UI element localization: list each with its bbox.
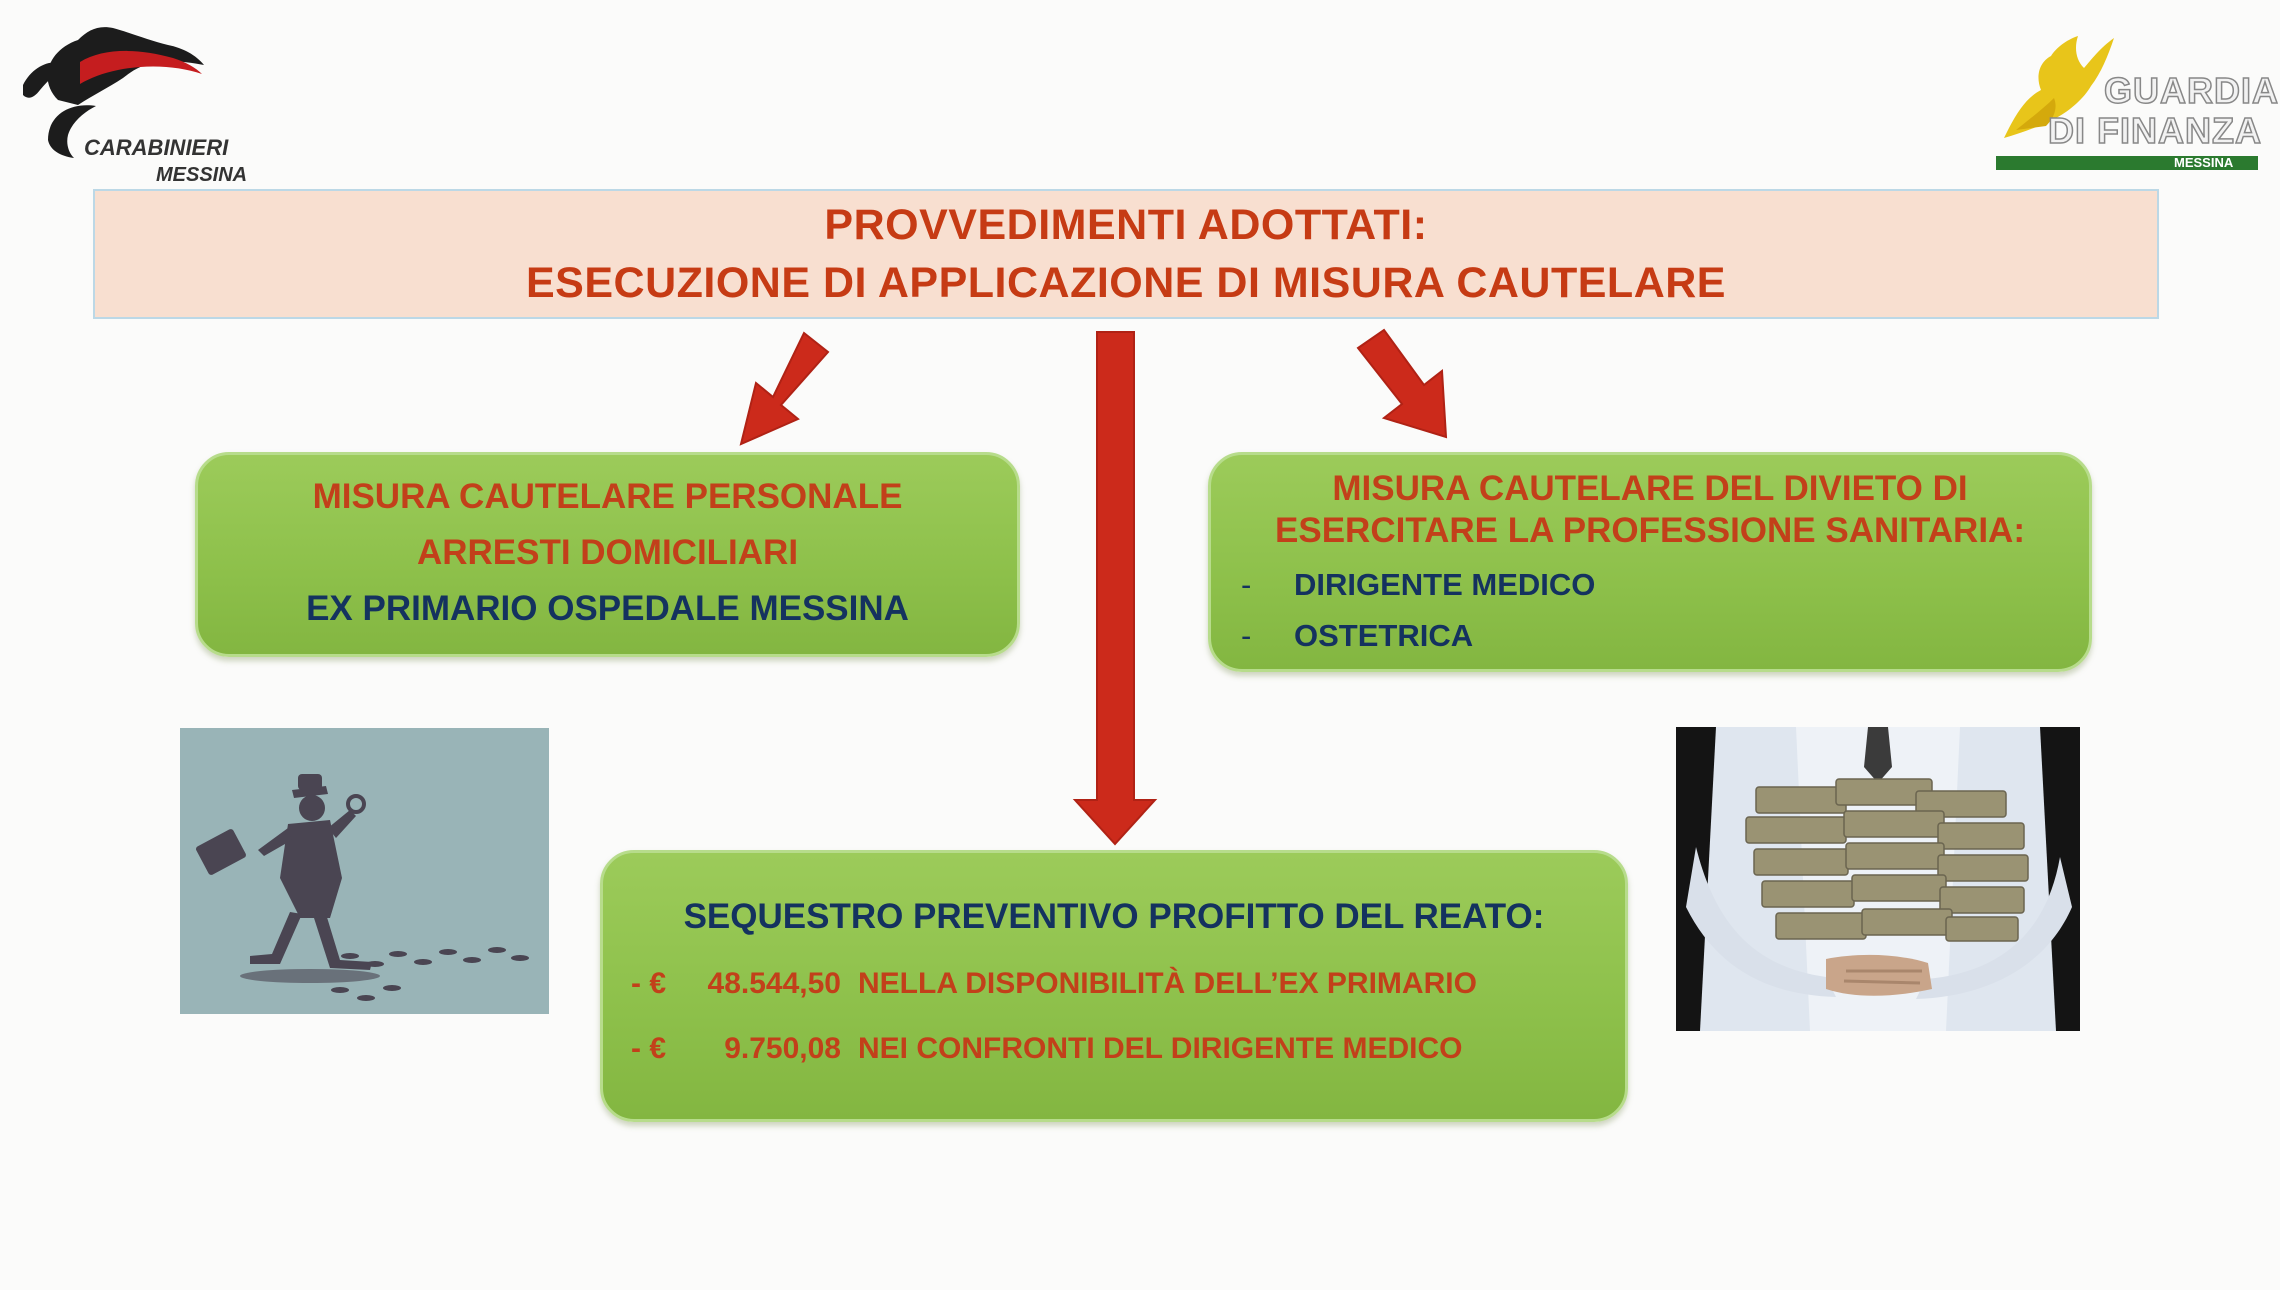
gdf-logo-text: GUARDIA: [2104, 70, 2279, 111]
prohibition-measure-box: [1208, 452, 2092, 672]
prohibition-title-line-1: MISURA CAUTELARE DEL DIVIETO DI: [1332, 469, 1968, 508]
fugitive-icon: [180, 728, 549, 1014]
carabinieri-logo-city: MESSINA: [156, 164, 248, 186]
money-icon: [1676, 727, 2080, 1031]
arrow-down-right-icon: [1358, 330, 1446, 437]
prohibition-title-line-2: ESERCITARE LA PROFESSIONE SANITARIA:: [1275, 511, 2025, 550]
list-bullet: -: [1241, 618, 1252, 653]
arrow-down-icon: [1075, 332, 1155, 844]
gdf-logo-text-2: DI FINANZA: [2048, 110, 2262, 151]
title-line-2: ESECUZIONE DI APPLICAZIONE DI MISURA CAUTELARE: [526, 259, 1726, 307]
seizure-item-prefix: - €: [631, 1032, 667, 1065]
title-line-1: PROVVEDIMENTI ADOTTATI:: [824, 201, 1428, 249]
seizure-text-ex-primario: NELLA DISPONIBILITÀ DELL’EX PRIMARIO: [858, 967, 1477, 1000]
money-stacks-photo: [1676, 727, 2080, 1031]
seizure-amount-ex-primario: 48.544,50: [707, 967, 841, 1000]
seizure-box: [600, 850, 1628, 1122]
fugitive-illustration: [180, 728, 549, 1014]
carabinieri-logo-text: CARABINIERI: [84, 135, 229, 160]
seizure-item-prefix: - €: [631, 967, 667, 1000]
seizure-heading: SEQUESTRO PREVENTIVO PROFITTO DEL REATO:: [683, 897, 1545, 936]
gdf-logo-city: MESSINA: [2174, 155, 2234, 170]
list-item-dirigente-medico: DIRIGENTE MEDICO: [1294, 567, 1596, 602]
personal-measure-box: [195, 452, 1020, 657]
personal-measure-title: MISURA CAUTELARE PERSONALE: [312, 477, 903, 516]
seizure-text-dirigente-medico: NEI CONFRONTI DEL DIRIGENTE MEDICO: [858, 1032, 1463, 1065]
ex-primario-label: EX PRIMARIO OSPEDALE MESSINA: [306, 589, 909, 628]
list-bullet: -: [1241, 567, 1252, 602]
list-item-ostetrica: OSTETRICA: [1294, 618, 1474, 653]
arrow-down-left-icon: [741, 333, 828, 444]
house-arrest-label: ARRESTI DOMICILIARI: [416, 533, 799, 572]
seizure-amount-dirigente-medico: 9.750,08: [724, 1032, 841, 1065]
